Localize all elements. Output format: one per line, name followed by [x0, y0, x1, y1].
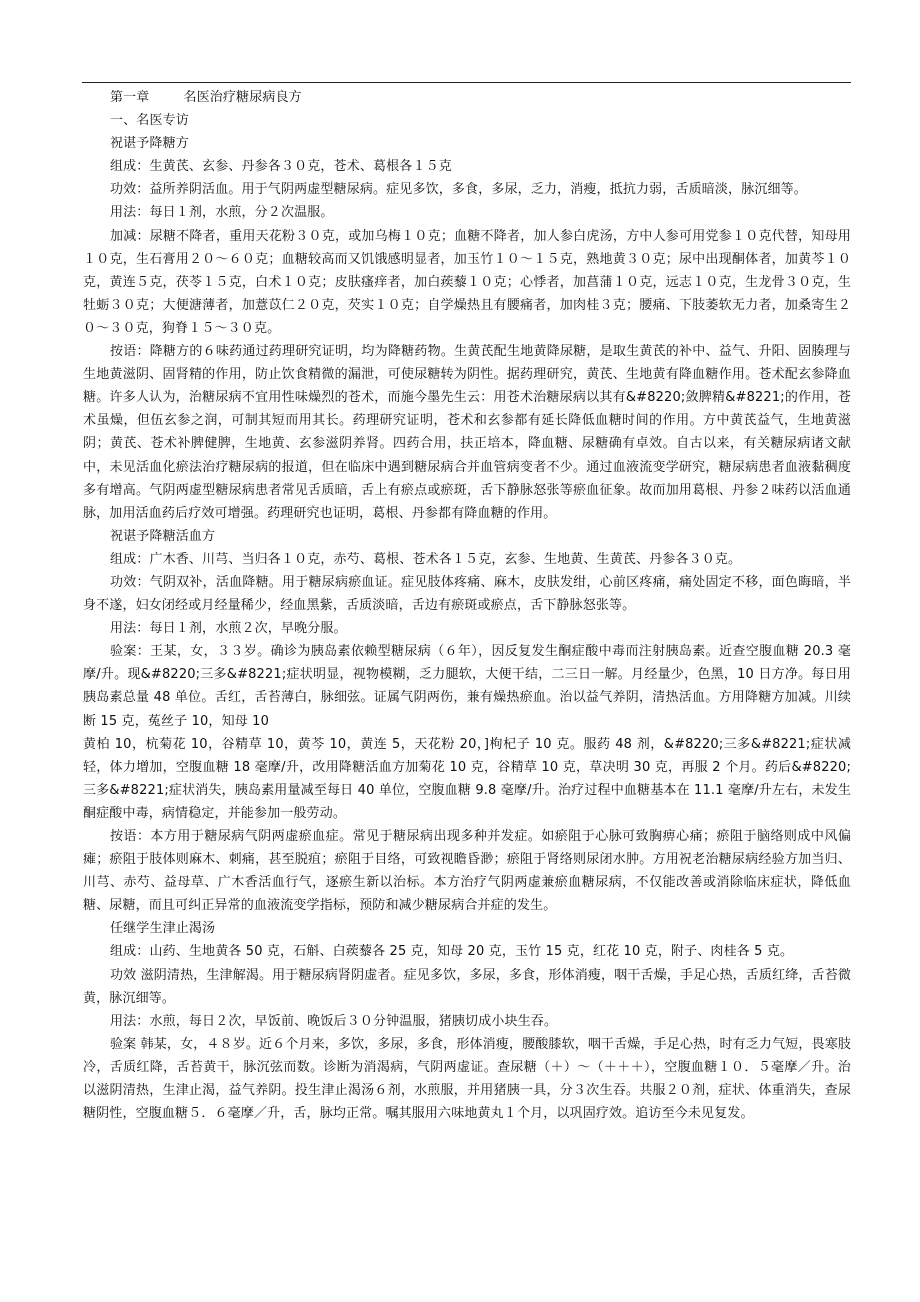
usage-paragraph: 用法：每日１剂，水煎，分２次温服。 — [110, 205, 334, 221]
case-paragraph: 验案：王某，女，３３岁。确诊为胰岛素依赖型糖尿病（６年），因反复发生酮症酸中毒而注射胰岛素。近查空腹血糖 20.3 毫摩/升。现&#8220;三多&#8221;症状明显，视物模糊，乏力腿软，大便干结，二三日一解。月经量少，色黑，10 日方净。每日用胰岛素总量 48 单位。舌红，舌苔薄白，脉细弦。证属气阴两伤，兼有燥热瘀血。治以益气养阴，清热活血。方用降糖方加减。川续断 15 克，菟丝子 10，知母 10 — [83, 644, 851, 729]
case-continuation-paragraph: 黄柏 10，杭菊花 10，谷精草 10，黄芩 10，黄连 5，天花粉 20，]枸杞子 10 克。服药 48 剂，&#8220;三多&#8221;症状减轻，体力增加，空腹血糖 18 毫摩/升，改用降糖活血方加菊花 10 克，谷精草 10 克，草决明 30 克，再服 2 个月。药后&#8220;三多&#8221;症状消失，胰岛素用量减至每日 40 单位，空腹血糖 9.8 毫摩/升。治疗过程中血糖基本在 11.1 毫摩/升左右，未发生酮症酸中毒，病情稳定，并能参加一般劳动。 — [83, 736, 851, 821]
chapter-label: 第一章 — [110, 90, 150, 105]
modification-paragraph: 加减：尿糖不降者，重用天花粉３０克，或加乌梅１０克；血糖不降者，加人参白虎汤，方中人参可用党参１０克代替，知母用１０克，生石膏用２０～６０克；血糖较高而又饥饿感明显者，加玉竹１０～１５克，熟地黄３０克；尿中出现酮体者，加黄芩１０克，黄连５克，茯苓１５克，白术１０克；皮肤瘙痒者，加白蒺藜１０克；心悸者，加菖蒲１０克，远志１０克，生龙骨３０克，生牡蛎３０克；大便溏薄者，加薏苡仁２０克，芡实１０克；自学燥热且有腰痛者，加肉桂３克；腰痛、下肢萎软无力者，加桑寄生２０～３０克，狗脊１５～３０克。 — [83, 228, 851, 336]
document-body — [83, 86, 851, 1125]
efficacy-paragraph: 功效：气阴双补，活血降糖。用于糖尿病瘀血证。症见肢体疼痛、麻木，皮肤发绀，心前区疼痛，痛处固定不移，面色晦暗，半身不遂，妇女闭经或月经量稀少，经血黑紫，舌质淡暗，舌边有瘀斑或瘀点，舌下静脉怒张等。 — [83, 574, 851, 614]
efficacy-paragraph: 功效 滋阴清热，生津解渴。用于糖尿病肾阴虚者。症见多饮，多尿，多食，形体消瘦，咽干舌燥，手足心热，舌质红绛，舌苔微黄，脉沉细等。 — [83, 967, 851, 1006]
efficacy-paragraph: 功效：益所养阴活血。用于气阴两虚型糖尿病。症见多饮，多食，多尿，乏力，消瘦，抵抗力弱，舌质暗淡，脉沉细等。 — [110, 182, 807, 198]
composition-paragraph: 组成：山药、生地黄各 50 克，石斛、白蒺藜各 25 克，知母 20 克，玉竹 15 克，红花 10 克，附子、肉桂各 5 克。 — [110, 944, 794, 960]
commentary-paragraph: 按语：本方用于糖尿病气阴两虚瘀血症。常见于糖尿病出现多种并发症。如瘀阻于心脉可致胸痹心痛；瘀阻于脑络则成中风偏瘫；瘀阻于肢体则麻木、刺痛，甚至脱疽；瘀阻于目络，可致视瞻昏渺；瘀阻于肾络则尿闭水肿。方用祝老治糖尿病经验方加当归、川芎、赤芍、益母草、广木香活血行气，逐瘀生新以治标。本方治疗气阴两虚兼瘀血糖尿病，不仅能改善或消除临床症状，降低血糖、尿糖，而且可纠正异常的血液流变学指标，预防和减少糖尿病合并症的发生。 — [83, 829, 851, 914]
case-paragraph: 验案 韩某，女，４８岁。近６个月来，多饮，多尿，多食，形体消瘦，腰酸膝软，咽干舌燥，手足心热，时有乏力气短，畏寒肢冷，舌质红降，舌苔黄干，脉沉弦而数。诊断为消渴病，气阴两虚证。查尿糖（＋）～（＋＋＋），空腹血糖１０．５毫摩／升。治以滋阴清热，生津止渴，益气养阴。投生津止渴汤６剂，水煎服，并用猪胰一具，分３次生吞。共服２０剂，症状、体重消失，查尿糖阴性，空腹血糖５．６毫摩／升，舌，脉均正常。嘱其服用六味地黄丸１个月，以巩固疗效。追访至今未见复发。 — [83, 1036, 851, 1122]
composition-paragraph: 组成：生黄芪、玄参、丹参各３０克，苍术、葛根各１５克 — [110, 159, 452, 175]
chapter-heading — [83, 86, 851, 109]
composition-paragraph: 组成：广木香、川芎、当归各１０克，赤芍、葛根、苍术各１５克，玄参、生地黄、生黄芪、丹参各３０克。 — [110, 551, 742, 567]
section-heading: 一、名医专访 — [110, 113, 189, 129]
recipe-title-jiangtang: 祝谌予降糖方 — [110, 136, 189, 152]
recipe-title-jiangtang-huoxue: 祝谌予降糖活血方 — [110, 528, 216, 544]
chapter-title: 名医治疗糖尿病良方 — [183, 90, 302, 105]
recipe-title-shengjin: 任继学生津止渴汤 — [110, 921, 216, 937]
usage-paragraph: 用法：水煎，每日２次，早饭前、晚饭后３０分钟温服，猪胰切成小块生吞。 — [110, 1013, 558, 1029]
commentary-paragraph: 按语：降糖方的６味药通过药理研究证明，均为降糖药物。生黄芪配生地黄降尿糖，是取生黄芪的补中、益气、升阳、固腠理与生地黄滋阴、固肾精的作用，防止饮食精微的漏泄，可使尿糖转为阴性。据药理研究，黄芪、生地黄有降血糖作用。苍术配玄参降血糖。许多人认为，治糖尿病不宜用性味燥烈的苍术，而施今墨先生云：用苍术治糖尿病以其有&#8220;敛脾精&#8221;的作用，苍术虽燥，但伍玄参之润，可制其短而用其长。药理研究证明，苍术和玄参都有延长降低血糖时间的作用。方中黄芪益气，生地黄滋阴；黄芪、苍术补脾健脾，生地黄、玄参滋阴养肾。四药合用，扶正培本，降血糖、尿糖确有卓效。自古以来，有关糖尿病诸文献中，未见活血化瘀法治疗糖尿病的报道，但在临床中遇到糖尿病合并血管病变者不少。通过血液流变学研究，糖尿病患者血液黏稠度多有增高。气阴两虚型糖尿病患者常见舌质暗，舌上有瘀点或瘀斑，舌下静脉怒张等瘀血征象。故而加用葛根、丹参２味药以活血通脉，加用活血药后疗效可增强。药理研究也证明，葛根、丹参都有降血糖的作用。 — [83, 344, 851, 521]
usage-paragraph: 用法：每日１剂，水煎２次，早晚分服。 — [110, 621, 347, 637]
header-rule — [82, 82, 851, 83]
